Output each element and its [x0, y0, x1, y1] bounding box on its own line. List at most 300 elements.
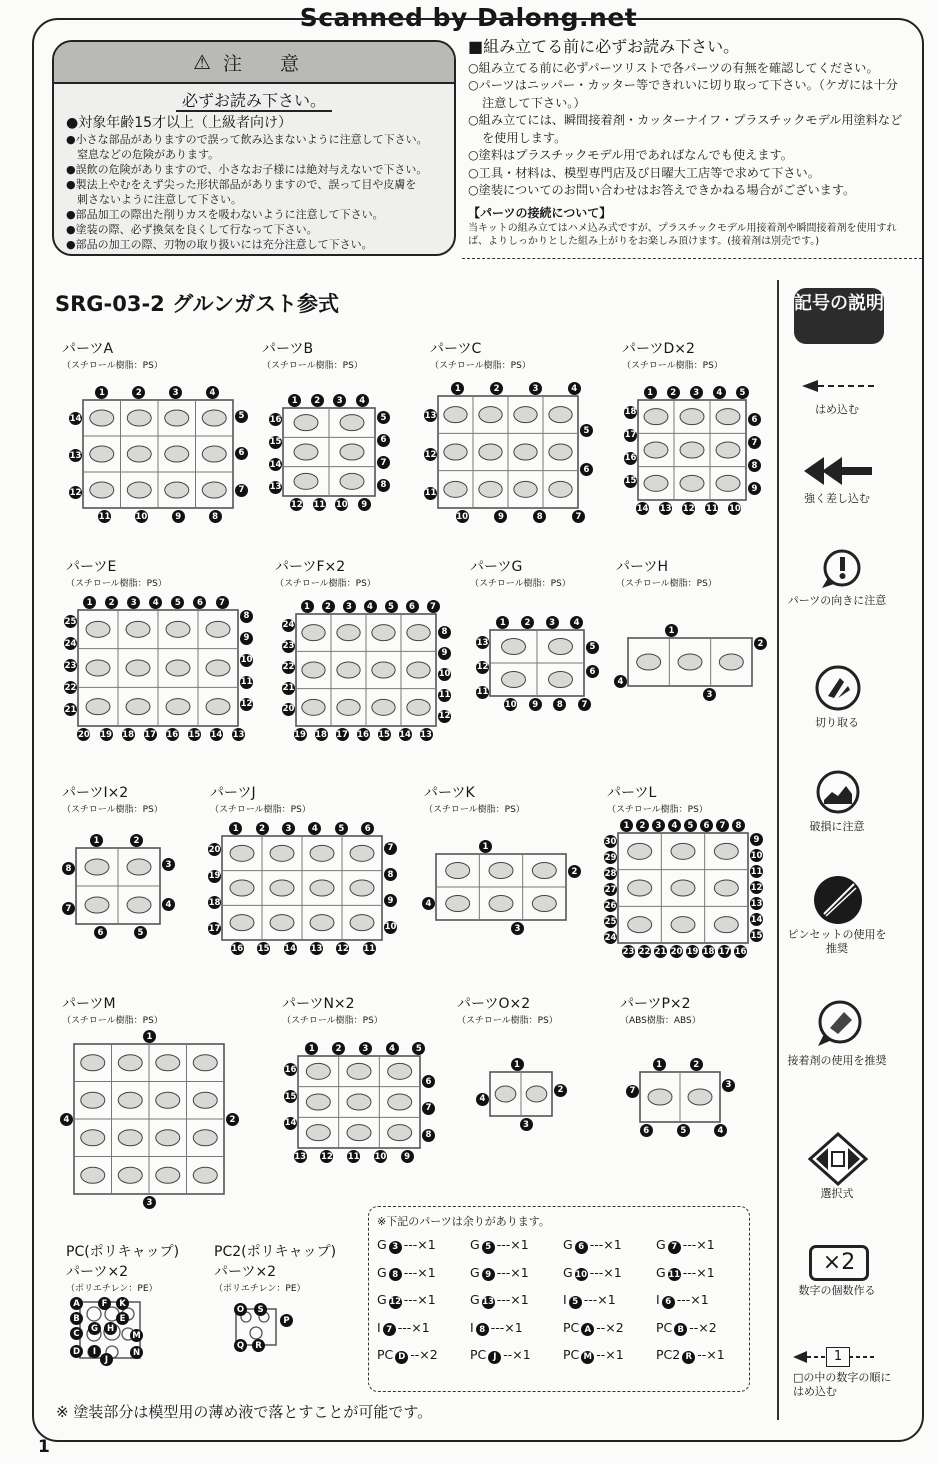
runner-diagram [428, 846, 574, 928]
part-number-callout: 3 [333, 394, 346, 407]
part-name: パーツH [616, 559, 668, 575]
legend-label: はめ込む [815, 403, 859, 416]
part-number-callout: 5 [235, 410, 248, 423]
part-number-callout: 10 [504, 699, 517, 710]
caution-box [52, 40, 456, 256]
part-number-callout: 12 [476, 662, 489, 673]
part-number-callout: 21 [654, 946, 667, 957]
part-number-callout: 20 [208, 844, 221, 855]
part-name: パーツJ [210, 785, 256, 801]
part-number-callout: 11 [363, 943, 376, 954]
part-number-callout: 9 [172, 510, 185, 523]
part-material: （スチロール樹脂：PS） [616, 579, 717, 589]
polycap-letter: G [88, 1322, 101, 1335]
part-number-callout: 4 [476, 1093, 489, 1106]
caution-list [66, 115, 454, 252]
leftover-item: I 5 ---×1 [563, 1292, 616, 1307]
leftover-item: G 7 ---×1 [656, 1237, 715, 1252]
glue-icon [814, 1000, 864, 1050]
polycap-letter: P [280, 1314, 293, 1327]
part-number-callout: 3 [162, 858, 175, 871]
part-number-callout: 1 [90, 834, 103, 847]
part-number-callout: 4 [162, 898, 175, 911]
part-material: （スチロール樹脂：PS） [62, 805, 163, 815]
part-number-callout: 8 [533, 510, 546, 523]
part-number-callout: 9 [494, 510, 507, 523]
part-number-callout: 22 [282, 662, 295, 672]
part-number-callout: 2 [690, 1058, 703, 1071]
leftover-item: I 8 ---×1 [470, 1319, 523, 1335]
part-number-callout: 5 [377, 411, 390, 424]
part-number-callout: 10 [438, 669, 451, 679]
runner-diagram [482, 622, 592, 704]
part-material: （スチロール樹脂：PS） [457, 1016, 558, 1026]
part-label [262, 338, 363, 371]
part-number-callout: 13 [420, 729, 432, 740]
part-number-callout: 3 [511, 922, 524, 935]
part-number-callout: 6 [235, 447, 248, 460]
part-number-callout: 4 [356, 394, 369, 407]
scan-credit: Scanned by Dalong.net [299, 3, 638, 32]
polycap-pc-label: PC(ポリキャップ) パーツ×2 （ポリエチレン：PE） [66, 1244, 180, 1294]
leftover-item: I 6 ---×1 [656, 1292, 709, 1307]
part-number-callout: 6 [748, 413, 761, 426]
part-number-callout: 11 [347, 1151, 360, 1162]
part-label [457, 993, 558, 1026]
part-number-callout: 3 [652, 819, 665, 832]
part-number-callout: 7 [62, 902, 75, 915]
part-number-callout: 27 [604, 884, 617, 895]
part-number-callout: 11 [438, 690, 451, 700]
leftover-item: G 11 ---×1 [656, 1264, 715, 1280]
part-number-callout: 17 [624, 430, 637, 441]
part-number-callout: 12 [290, 499, 303, 510]
part-number-callout: 18 [208, 897, 221, 908]
part-number-callout: 2 [311, 394, 324, 407]
part-label [430, 338, 531, 371]
part-name: パーツL [607, 785, 657, 801]
part-number-callout: 5 [335, 822, 348, 835]
runner-diagram [66, 1036, 232, 1202]
part-number-callout: 8 [209, 510, 222, 523]
part-label [210, 782, 311, 815]
part-number-callout: 2 [667, 386, 680, 399]
part-number-callout: 23 [622, 946, 635, 957]
part-number-callout: 11 [424, 488, 437, 499]
part-number-callout: 9 [750, 833, 763, 846]
part-number-callout: 19 [686, 946, 699, 957]
note-item: ○塗装についてのお問い合わせはお答えできかねる場合がございます。 [468, 183, 856, 197]
part-number-callout: 4 [206, 386, 219, 399]
part-number-callout: 5 [134, 926, 147, 939]
break-icon [814, 770, 862, 816]
part-number-callout: 2 [636, 819, 649, 832]
part-number-callout: 11 [750, 866, 763, 877]
part-number-callout: 19 [100, 729, 112, 740]
part-number-callout: 18 [315, 729, 327, 740]
part-number-callout: 6 [361, 822, 374, 835]
runner-diagram [630, 392, 754, 508]
part-number-callout: 9 [240, 632, 253, 645]
part-number-callout: 4 [713, 386, 726, 399]
polycap-letter: A [70, 1297, 83, 1310]
part-name: パーツB [262, 341, 314, 357]
part-number-callout: 10 [384, 922, 397, 933]
part-number-callout: 14 [636, 503, 649, 514]
part-number-callout: 1 [83, 596, 96, 609]
part-number-callout: 1 [229, 822, 242, 835]
part-number-callout: 16 [357, 729, 369, 740]
part-number-callout: 6 [193, 596, 206, 609]
choice-icon [808, 1132, 868, 1186]
part-material: （スチロール樹脂：PS） [424, 805, 525, 815]
part-number-callout: 4 [568, 382, 581, 395]
part-name: パーツO×2 [457, 996, 531, 1012]
part-number-callout: 12 [320, 1151, 333, 1162]
part-number-callout: 1 [496, 616, 509, 629]
part-number-callout: 1 [305, 1042, 318, 1055]
part-number-callout: 3 [127, 596, 140, 609]
part-label [620, 993, 701, 1026]
part-name: パーツN×2 [282, 996, 355, 1012]
part-number-callout: 20 [78, 729, 90, 740]
part-number-callout: 18 [702, 946, 715, 957]
part-number-callout: 1 [95, 386, 108, 399]
leftover-item: I 7 ---×1 [377, 1319, 430, 1335]
part-number-callout: 7 [427, 600, 440, 613]
part-number-callout: 11 [240, 677, 253, 688]
arrow-dashed-icon [802, 378, 874, 398]
part-number-callout: 3 [703, 688, 716, 701]
part-number-callout: 14 [269, 459, 282, 470]
joint-text: 当キットの組み立てはハメ込み式ですが、プラスチックモデル用接着剤や瞬間接着剤を使用すれば、よりしっかりとした組み上がりをお楽しみ頂けます。(接着剤は別売です。) [468, 223, 897, 247]
part-number-callout: 14 [399, 729, 411, 740]
runner-diagram [482, 1064, 560, 1124]
runner-diagram [290, 1048, 428, 1156]
part-number-callout: 13 [232, 729, 245, 740]
part-number-callout: 1 [451, 382, 464, 395]
part-number-callout: 8 [732, 819, 745, 832]
part-number-callout: 4 [364, 600, 377, 613]
leftover-item: G 10 ---×1 [563, 1264, 622, 1280]
part-material: （スチロール樹脂：PS） [622, 361, 723, 371]
model-title: SRG-03-2 グルンガスト参式 [55, 292, 339, 316]
x2-icon: ×2 [809, 1245, 869, 1281]
part-number-callout: 7 [578, 698, 591, 711]
part-number-callout: 6 [700, 819, 713, 832]
runner-diagram [275, 400, 383, 504]
assembly-notes-title: ■組み立てる前に必ずお読み下さい。 [468, 37, 740, 56]
part-number-callout: 3 [520, 1118, 533, 1131]
part-number-callout: 6 [586, 665, 599, 678]
legend-title: 記号の説明 [794, 288, 884, 344]
part-number-callout: 5 [580, 424, 593, 437]
part-number-callout: 9 [384, 894, 397, 907]
part-number-callout: 13 [476, 637, 489, 648]
polycap-letter: R [252, 1339, 265, 1352]
part-number-callout: 6 [640, 1124, 653, 1137]
leftover-item: PC D --×2 [377, 1347, 438, 1362]
part-number-callout: 13 [659, 503, 672, 514]
part-number-callout: 15 [750, 930, 763, 941]
legend-label: □の中の数字の順にはめ込む [793, 1371, 892, 1398]
part-number-callout: 1 [653, 1058, 666, 1071]
part-number-callout: 2 [256, 822, 269, 835]
warning-icon: ⚠ [193, 50, 211, 74]
order-arrow-icon [793, 1349, 825, 1365]
part-number-callout: 2 [554, 1084, 567, 1097]
part-number-callout: 15 [284, 1091, 297, 1102]
tweezers-icon [812, 874, 864, 926]
part-number-callout: 12 [69, 487, 82, 498]
part-number-callout: 17 [336, 729, 348, 740]
caution-item: ●誤飲の危険がありますので、小さなお子様には絶対与えないで下さい。 [66, 163, 428, 176]
part-material: （スチロール樹脂：PS） [62, 361, 163, 371]
part-number-callout: 4 [308, 822, 321, 835]
part-number-callout: 1 [620, 819, 633, 832]
part-number-callout: 15 [188, 729, 201, 740]
part-number-callout: 24 [64, 638, 77, 649]
runner-diagram [430, 388, 586, 516]
part-number-callout: 19 [208, 871, 221, 882]
leftover-title: ※下記のパーツは余りがあります。 [377, 1215, 550, 1228]
leftover-item: PC A --×2 [563, 1319, 624, 1335]
assembly-notes [468, 38, 908, 248]
part-number-callout: 1 [301, 600, 314, 613]
part-number-callout: 22 [64, 682, 77, 693]
part-name: パーツF×2 [275, 559, 346, 575]
leftover-item: G 8 ---×1 [377, 1264, 436, 1280]
part-number-callout: 7 [377, 456, 390, 469]
joint-title: 【パーツの接続について】 [468, 205, 612, 220]
part-number-callout: 1 [511, 1058, 524, 1071]
part-number-callout: 8 [384, 868, 397, 881]
part-material: （スチロール樹脂：PS） [430, 361, 531, 371]
part-number-callout: 25 [64, 616, 77, 627]
part-number-callout: 2 [521, 616, 534, 629]
part-number-callout: 5 [412, 1042, 425, 1055]
part-number-callout: 5 [684, 819, 697, 832]
leftover-item: PC B --×2 [656, 1319, 717, 1335]
part-number-callout: 28 [604, 868, 617, 879]
part-number-callout: 15 [257, 943, 270, 954]
part-name: パーツI×2 [62, 785, 129, 801]
polycap-letter: H [104, 1322, 117, 1335]
part-number-callout: 4 [422, 897, 435, 910]
must-read-heading: 必ずお読み下さい。 [54, 88, 454, 111]
part-number-callout: 7 [572, 510, 585, 523]
runner-diagram [620, 630, 760, 694]
part-label [62, 993, 163, 1026]
part-number-callout: 3 [169, 386, 182, 399]
part-label [62, 782, 163, 815]
order-dash-icon [849, 1349, 875, 1365]
part-number-callout: 10 [750, 850, 763, 861]
legend-label: 破損に注意 [809, 820, 865, 833]
part-number-callout: 2 [105, 596, 118, 609]
part-name: パーツK [424, 785, 475, 801]
part-number-callout: 2 [754, 637, 767, 650]
part-number-callout: 14 [69, 413, 82, 424]
note-item: ○工具・材料は、模型専門店及び日曜大工店等で求めて下さい。 [468, 165, 820, 180]
part-number-callout: 4 [668, 819, 681, 832]
part-number-callout: 21 [282, 683, 295, 693]
part-number-callout: 20 [670, 946, 683, 957]
part-number-callout: 4 [149, 596, 162, 609]
part-number-callout: 13 [294, 1151, 307, 1162]
part-number-callout: 6 [422, 1075, 435, 1088]
polycap-letter: K [116, 1297, 129, 1310]
part-number-callout: 13 [310, 943, 323, 954]
page-number: 1 [38, 1437, 50, 1457]
part-number-callout: 10 [240, 655, 253, 666]
part-material: （スチロール樹脂：PS） [282, 1016, 383, 1026]
part-number-callout: 1 [644, 386, 657, 399]
part-number-callout: 5 [171, 596, 184, 609]
polycap-letter: I [88, 1345, 101, 1358]
polycap-pc2-label: PC2(ポリキャップ) パーツ×2 （ポリエチレン：PE） [214, 1244, 337, 1294]
part-number-callout: 15 [624, 476, 637, 487]
part-number-callout: 6 [406, 600, 419, 613]
part-number-callout: 11 [476, 687, 489, 698]
legend-label: パーツの向きに注意 [787, 594, 887, 607]
legend-label: ピンセットの使用を推奨 [787, 928, 887, 955]
polycap-letter: N [130, 1346, 143, 1359]
part-number-callout: 2 [322, 600, 335, 613]
part-label [607, 782, 708, 815]
part-name: パーツP×2 [620, 996, 691, 1012]
part-name: パーツE [66, 559, 117, 575]
part-number-callout: 8 [377, 479, 390, 492]
part-material: （スチロール樹脂：PS） [210, 805, 311, 815]
part-number-callout: 18 [624, 407, 637, 418]
leftover-item: G 9 ---×1 [470, 1264, 529, 1280]
polycap-letter: Q [234, 1339, 247, 1352]
part-number-callout: 3 [143, 1196, 156, 1209]
part-number-callout: 14 [284, 1118, 297, 1129]
note-item: ○組み立てる前に必ずパーツリストで各パーツの有無を確認してください。 [468, 60, 879, 75]
note-item: ○組み立てには、瞬間接着剤・カッターナイフ・プラスチックモデル用塗料などを使用します。 [468, 113, 903, 145]
polycap-letter: M [130, 1329, 143, 1342]
caution-header [54, 42, 454, 84]
leftover-item: PC J --×1 [470, 1347, 531, 1362]
part-number-callout: 24 [604, 932, 617, 943]
legend-divider [777, 280, 779, 1420]
caution-item: ●製法上やむをえず尖った形状部品がありますので、誤って目や皮膚を [66, 178, 417, 191]
part-number-callout: 5 [736, 386, 749, 399]
part-number-callout: 23 [282, 641, 295, 651]
part-number-callout: 14 [750, 914, 763, 925]
part-number-callout: 11 [98, 511, 111, 522]
part-material: （スチロール樹脂：PS） [262, 361, 363, 371]
runner-diagram [70, 602, 246, 734]
part-number-callout: 3 [690, 386, 703, 399]
part-number-callout: 8 [62, 862, 75, 875]
part-number-callout: 5 [586, 641, 599, 654]
runner-diagram [632, 1064, 728, 1130]
part-number-callout: 8 [422, 1129, 435, 1142]
part-number-callout: 2 [568, 865, 581, 878]
part-number-callout: 3 [359, 1042, 372, 1055]
runner-diagram [288, 606, 444, 734]
cut-icon [814, 664, 862, 712]
part-number-callout: 30 [604, 836, 617, 847]
part-number-callout: 7 [422, 1102, 435, 1115]
part-number-callout: 20 [282, 704, 295, 714]
part-number-callout: 11 [705, 503, 718, 514]
part-name: パーツA [62, 341, 114, 357]
double-arrow-icon [804, 455, 874, 487]
part-number-callout: 4 [714, 1124, 727, 1137]
part-number-callout: 12 [750, 882, 763, 893]
part-number-callout: 7 [235, 484, 248, 497]
caution-item: ●小さな部品がありますので誤って飲み込まないように注意して下さい。 [66, 133, 428, 146]
part-number-callout: 16 [231, 943, 244, 954]
part-number-callout: 4 [614, 675, 627, 688]
part-number-callout: 3 [546, 616, 559, 629]
part-number-callout: 1 [143, 1030, 156, 1043]
part-number-callout: 5 [385, 600, 398, 613]
note-item: ○塗料はプラスチックモデル用であればなんでも使えます。 [468, 148, 793, 162]
part-number-callout: 14 [210, 729, 223, 740]
legend-label: 数字の個数作る [798, 1284, 876, 1297]
runner-diagram [610, 825, 756, 951]
leftover-item: G 3 ---×1 [377, 1237, 436, 1252]
part-label [282, 993, 383, 1026]
leftover-grid [377, 1237, 749, 1364]
part-number-callout: 2 [132, 386, 145, 399]
part-number-callout: 18 [122, 729, 135, 740]
part-label [616, 556, 717, 589]
part-number-callout: 4 [386, 1042, 399, 1055]
part-number-callout: 9 [438, 647, 451, 660]
age-notice: ●対象年齢15才以上（上級者向け） [66, 115, 293, 131]
part-number-callout: 10 [135, 511, 148, 522]
part-number-callout: 4 [570, 616, 583, 629]
part-number-callout: 1 [665, 624, 678, 637]
part-number-callout: 23 [64, 660, 77, 671]
part-number-callout: 17 [718, 946, 731, 957]
part-number-callout: 7 [216, 596, 229, 609]
part-number-callout: 8 [438, 626, 451, 639]
part-number-callout: 8 [748, 459, 761, 472]
part-name: パーツC [430, 341, 482, 357]
part-number-callout: 12 [438, 711, 451, 721]
leftover-item: G 13 ---×1 [470, 1292, 529, 1307]
part-number-callout: 6 [94, 926, 107, 939]
part-number-callout: 29 [604, 852, 617, 863]
part-number-callout: 13 [750, 898, 763, 909]
part-number-callout: 2 [130, 834, 143, 847]
leftover-item: PC M --×1 [563, 1347, 624, 1362]
part-number-callout: 4 [60, 1113, 73, 1126]
part-number-callout: 1 [479, 840, 492, 853]
part-material: （スチロール樹脂：PS） [275, 579, 376, 589]
part-number-callout: 10 [456, 511, 469, 522]
part-number-callout: 10 [729, 503, 741, 514]
leftover-item: PC2 R --×1 [656, 1347, 725, 1362]
part-number-callout: 17 [208, 923, 221, 934]
part-number-callout: 10 [335, 499, 348, 510]
part-number-callout: 7 [716, 819, 729, 832]
part-number-callout: 16 [624, 453, 637, 464]
part-number-callout: 6 [377, 434, 390, 447]
part-number-callout: 2 [332, 1042, 345, 1055]
legend-label: 接着剤の使用を推奨 [787, 1054, 887, 1067]
footnote: ※ 塗装部分は模型用の薄め液で落とすことが可能です。 [56, 1403, 433, 1421]
part-number-callout: 9 [401, 1150, 414, 1163]
part-number-callout: 8 [240, 610, 253, 623]
